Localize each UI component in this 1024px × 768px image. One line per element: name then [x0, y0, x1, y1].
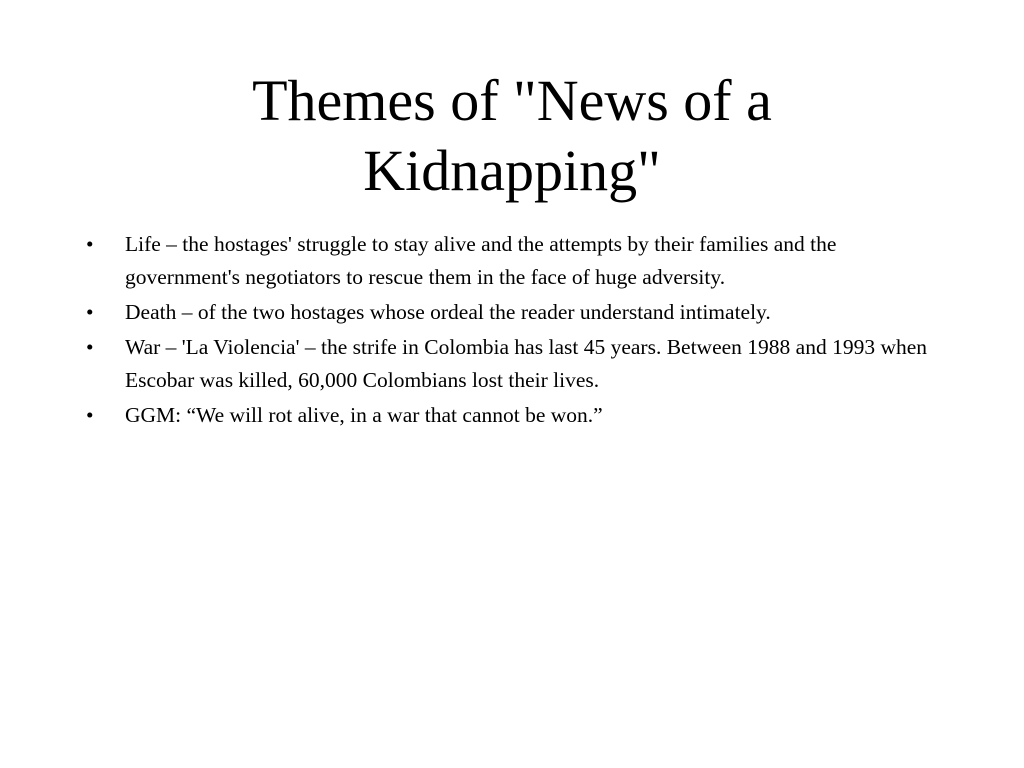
bullet-icon: • — [86, 403, 94, 427]
slide-title: Themes of "News of a Kidnapping" — [252, 68, 772, 203]
bullet-text: Death – of the two hostages whose ordeal the reader understand intimately. — [125, 300, 771, 324]
bullet-text: GGM: “We will rot alive, in a war that cannot be won.” — [125, 403, 603, 427]
bullet-icon: • — [86, 232, 94, 256]
bullet-text: Life – the hostages' struggle to stay alive and the attempts by their families and the government's negotiators to rescue them in the face of huge adversity. — [125, 232, 837, 289]
bullet-item — [86, 399, 946, 432]
bullet-item — [86, 296, 946, 329]
bullet-list — [86, 228, 946, 434]
bullet-item — [86, 228, 946, 294]
bullet-text: War – 'La Violencia' – the strife in Colombia has last 45 years. Between 1988 and 1993 when Escobar was killed, 60,000 Colombians lost their lives. — [125, 335, 928, 392]
bullet-icon: • — [86, 335, 94, 359]
bullet-item — [86, 331, 946, 397]
bullet-icon: • — [86, 300, 94, 324]
